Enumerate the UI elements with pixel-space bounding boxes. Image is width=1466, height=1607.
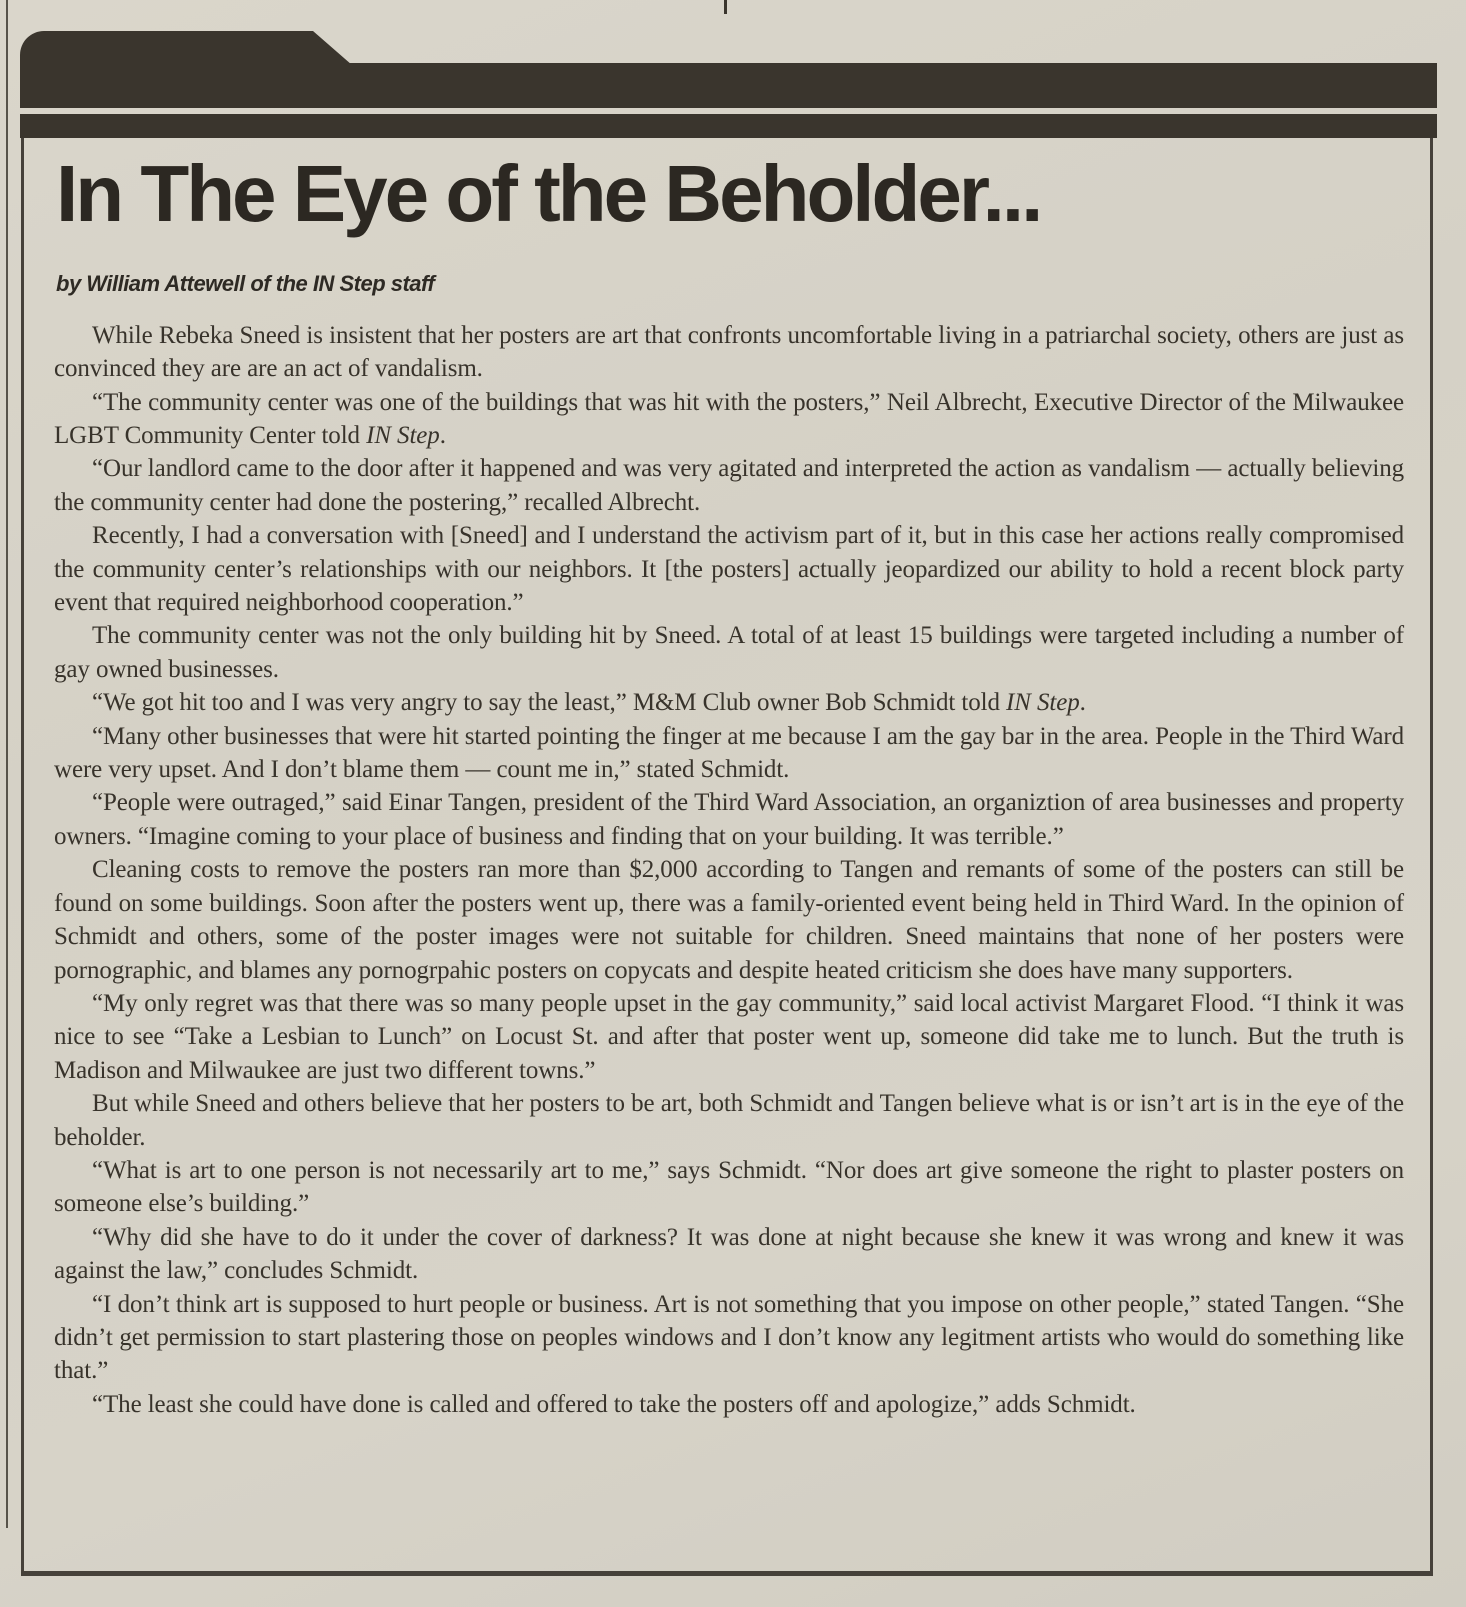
publication-name: IN Step	[1006, 689, 1080, 717]
paragraph	[54, 786, 1404, 853]
paragraph	[54, 1388, 1404, 1421]
folder-tab-shape	[20, 31, 352, 65]
paragraph	[54, 1288, 1404, 1388]
paragraph-text: “We got hit too and I was very angry to say the least,” M&M Club owner Bob Schmidt told	[92, 689, 1007, 717]
paragraph-text: “Why did she have to do it under the cover of darkness? It was done at night because she knew it was wrong and knew it was against the law,” concludes Schmidt.	[54, 1223, 1404, 1285]
paragraph-text: While Rebeka Sneed is insistent that her posters are art that confronts uncomfortable living in a patriarchal society, others are just as convinced they are are an act of vandalism.	[54, 321, 1404, 383]
paragraph-text: “What is art to one person is not necessarily art to me,” says Schmidt. “Nor does art give someone the right to plaster posters on someone else’s building.”	[54, 1156, 1404, 1218]
paragraph-text: Cleaning costs to remove the posters ran more than $2,000 according to Tangen and remants of some of the posters can still be found on some buildings. Soon after the posters went up, there was a family-oriented event being held in Third Ward. In the opinion of Schmidt and others, some of the poster images were not suitable for children. Sneed maintains that none of her posters were pornographic, and blames any pornogrpahic posters on copycats and despite heated criticism she does have many supporters.	[54, 856, 1404, 984]
paragraph-text: Recently, I had a conversation with [Sneed] and I understand the activism part of it, but in this case her actions really compromised the community center’s relationships with our neighbors. It [the posters] actually jeopardized our ability to hold a recent block party event that required neighborhood cooperation.”	[54, 522, 1404, 617]
paragraph	[54, 720, 1404, 787]
paragraph	[54, 987, 1404, 1087]
paragraph-text: “People were outraged,” said Einar Tangen, president of the Third Ward Association, an organiztion of area businesses and property owners. “Imagine coming to your place of business and finding that on your building. It was terrible.”	[54, 789, 1404, 850]
header-bar-top	[20, 63, 1437, 108]
header-bar-bottom	[20, 114, 1437, 138]
paragraph-text: “My only regret was that there was so many people upset in the gay community,” said local activist Margaret Flood. “I think it was nice to see “Take a Lesbian to Lunch” on Locust St. and after that poster went up, someone did take me to lunch. But the truth is Madison and Milwaukee are just two different towns.”	[54, 989, 1404, 1084]
page-edge-line	[6, 0, 8, 1528]
paragraph	[54, 1221, 1404, 1288]
publication-name: IN Step	[366, 422, 440, 450]
article-body	[54, 319, 1404, 1421]
article-box	[21, 138, 1433, 1576]
paragraph-text: The community center was not the only building hit by Sneed. A total of at least 15 buildings were targeted including a number of gay owned businesses.	[54, 622, 1404, 683]
paragraph	[54, 319, 1404, 386]
paragraph-text: “I don’t think art is supposed to hurt people or business. Art is not something that you impose on other people,” stated Tangen. “She didn’t get permission to start plastering those on peoples windows and I don’t know any legitment artists who would do something like that.”	[54, 1290, 1404, 1385]
paragraph-text: .	[1079, 689, 1086, 717]
paragraph-text: “The community center was one of the buildings that was hit with the posters,” Neil Albrecht, Executive Director of the Milwaukee LGBT Community Center told	[54, 388, 1404, 450]
paragraph	[54, 853, 1404, 987]
article-title: In The Eye of the Beholder...	[56, 149, 1041, 238]
paragraph-text: “The least she could have done is called and offered to take the posters off and apologize,” adds Schmidt.	[92, 1390, 1136, 1418]
paragraph	[54, 1154, 1404, 1221]
paragraph	[54, 452, 1404, 519]
paragraph-text: “Our landlord came to the door after it happened and was very agitated and interpreted the action as vandalism — actually believing the community center had done the postering,” recalled Albrecht.	[54, 455, 1404, 516]
paragraph	[54, 1087, 1404, 1154]
registration-mark	[724, 0, 727, 14]
paragraph	[54, 386, 1404, 453]
paragraph	[54, 519, 1404, 619]
paragraph	[54, 619, 1404, 686]
paragraph-text: But while Sneed and others believe that her posters to be art, both Schmidt and Tangen believe what is or isn’t art is in the eye of the beholder.	[54, 1090, 1404, 1151]
article-byline: by William Attewell of the IN Step staff	[56, 270, 435, 296]
paragraph	[54, 686, 1404, 719]
paragraph-text: .	[439, 422, 446, 450]
paragraph-text: “Many other businesses that were hit started pointing the finger at me because I am the gay bar in the area. People in the Third Ward were very upset. And I don’t blame them — count me in,” stated Schmidt.	[54, 722, 1404, 784]
